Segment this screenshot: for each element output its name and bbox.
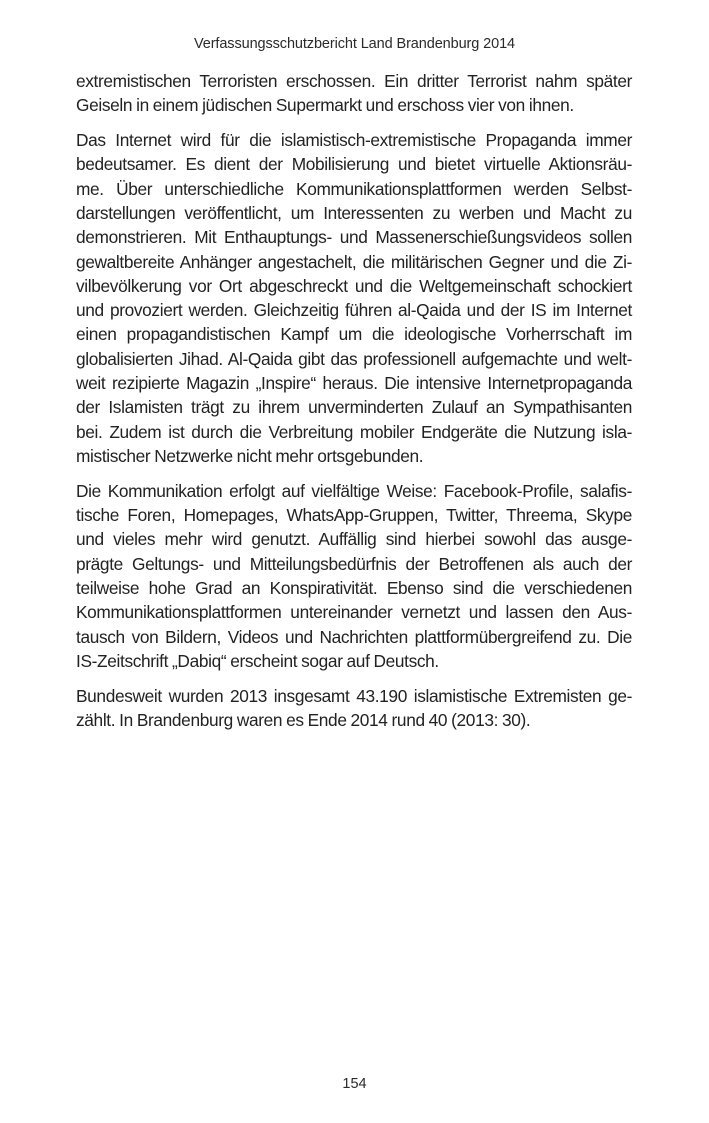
text-line: me. Über unterschiedliche Kommunikationsplattformen werden Selbst-: [76, 178, 632, 199]
running-header: Verfassungsschutzbericht Land Brandenburg 2014: [193, 36, 516, 52]
text-line: bedeutsamer. Es dient der Mobilisierung und bietet virtuelle Aktionsräu-: [76, 154, 632, 175]
paragraph-2: [76, 128, 632, 468]
text-line: einen propagandistischen Kampf um die ideologische Vorherrschaft im: [76, 324, 632, 345]
text-line: extremistischen Terroristen erschossen. Ein dritter Terrorist nahm später: [76, 71, 632, 91]
page-number: 154: [342, 1076, 367, 1092]
text-line: bei. Zudem ist durch die Verbreitung mobiler Endgeräte die Nutzung isla-: [76, 421, 632, 442]
text-line: globalisierten Jihad. Al-Qaida gibt das professionell aufgemachte und welt-: [76, 348, 632, 369]
text-line: und provoziert werden. Gleichzeitig führen al-Qaida und der IS im Internet: [76, 300, 632, 321]
text-line: der Islamisten trägt zu ihrem unverminderten Zulauf an Sympathisanten: [76, 397, 632, 418]
text-line: darstellungen veröffentlicht, um Interessenten zu werben und Macht zu: [76, 202, 632, 223]
text-line: vilbevölkerung vor Ort abgeschreckt und die Weltgemeinschaft schockiert: [76, 275, 632, 296]
paragraph-3: [76, 479, 632, 673]
text-line: gewaltbereite Anhänger angestachelt, die militärischen Gegner und die Zi-: [76, 251, 632, 272]
text-line: teilweise hohe Grad an Konspirativität. Ebenso sind die verschiedenen: [76, 577, 632, 598]
text-line: und vieles mehr wird genutzt. Auffällig sind hierbei sowohl das ausge-: [76, 529, 632, 550]
text-line: demonstrieren. Mit Enthauptungs- und Massenerschießungsvideos sollen: [76, 227, 632, 248]
text-line: zählt. In Brandenburg waren es Ende 2014 rund 40 (2013: 30).: [76, 709, 531, 730]
paragraph-1: [76, 69, 632, 118]
text-line: tausch von Bildern, Videos und Nachrichten plattformübergreifend zu. Die: [76, 626, 632, 647]
text-line: IS-Zeitschrift „Dabiq“ erscheint sogar auf Deutsch.: [76, 650, 439, 671]
text-line: Kommunikationsplattformen untereinander vernetzt und lassen den Aus-: [76, 602, 632, 623]
text-line: Bundesweit wurden 2013 insgesamt 43.190 islamistische Extremisten ge-: [76, 685, 632, 706]
text-line: mistischer Netzwerke nicht mehr ortsgebunden.: [76, 445, 424, 466]
text-line: Die Kommunikation erfolgt auf vielfältige Weise: Facebook-Profile, salafis-: [76, 480, 632, 501]
paragraph-4: [76, 684, 632, 733]
text-line: Geiseln in einem jüdischen Supermarkt und erschoss vier von ihnen.: [76, 95, 574, 116]
document-body: [76, 69, 632, 743]
text-line: prägte Geltungs- und Mitteilungsbedürfnis der Betroffenen als auch der: [76, 553, 632, 574]
text-line: tische Foren, Homepages, WhatsApp-Gruppen, Twitter, Threema, Skype: [76, 505, 632, 526]
text-line: weit rezipierte Magazin „Inspire“ heraus. Die intensive Internetpropaganda: [76, 373, 632, 394]
text-line: Das Internet wird für die islamistisch-extremistische Propaganda immer: [76, 130, 632, 151]
